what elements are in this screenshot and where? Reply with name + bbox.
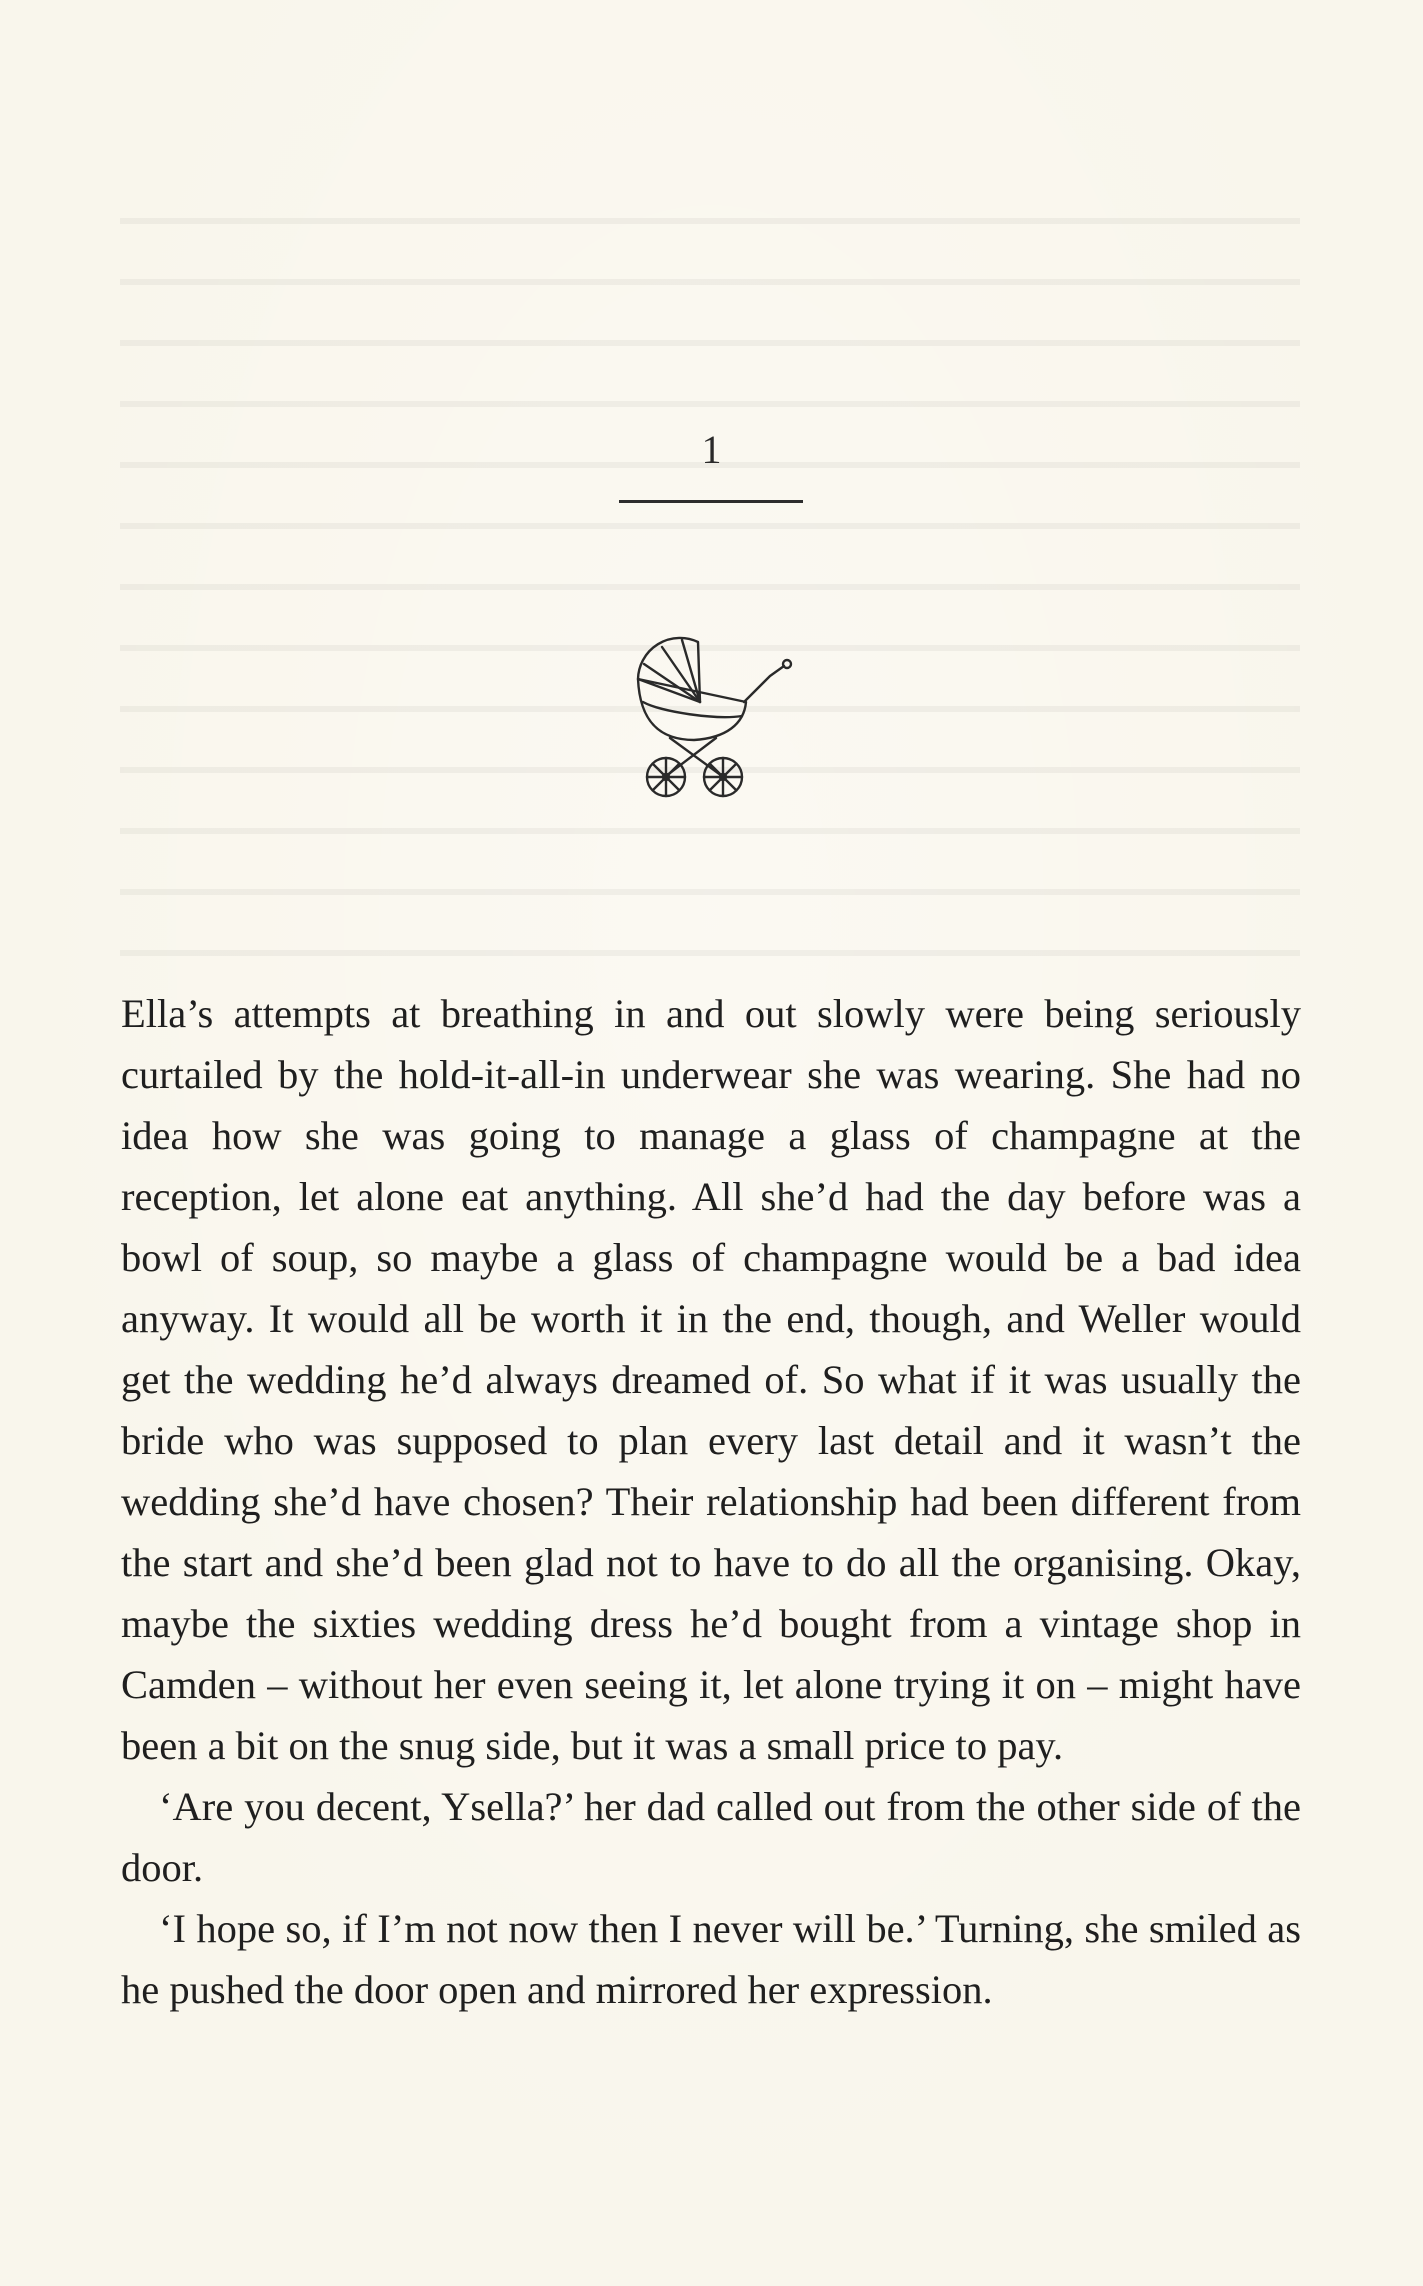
chapter-number: 1 bbox=[701, 427, 722, 472]
chapter-body bbox=[121, 983, 1301, 2020]
paragraph: Ella’s attempts at breathing in and out slowly were being seriously curtailed by the hold-it-all-in underwear she was wearing. She had no idea how she was going to manage a glass of champagne at the reception, let alone eat anything. All she’d had the day before was a bowl of soup, so maybe a glass of champagne would be a bad idea anyway. It would all be worth it in the end, though, and Weller would get the wedding he’d always dreamed of. So what if it was usually the bride who was supposed to plan every last detail and it wasn’t the wedding she’d have chosen? Their relationship had been different from the start and she’d been glad not to have to do all the organising. Okay, maybe the sixties wedding dress he’d bought from a vintage shop in Camden – without her even seeing it, let alone trying it on – might have been a bit on the snug side, but it was a small price to pay. bbox=[121, 991, 1301, 1768]
paragraph: ‘Are you decent, Ysella?’ her dad called out from the other side of the door. bbox=[121, 1784, 1301, 1890]
paragraph: ‘I hope so, if I’m not now then I never will be.’ Turning, she smiled as he pushed the door open and mirrored her expression. bbox=[121, 1906, 1301, 2012]
chapter-rule bbox=[619, 500, 803, 503]
pram-icon bbox=[626, 624, 798, 806]
show-through-texture bbox=[120, 180, 1300, 980]
